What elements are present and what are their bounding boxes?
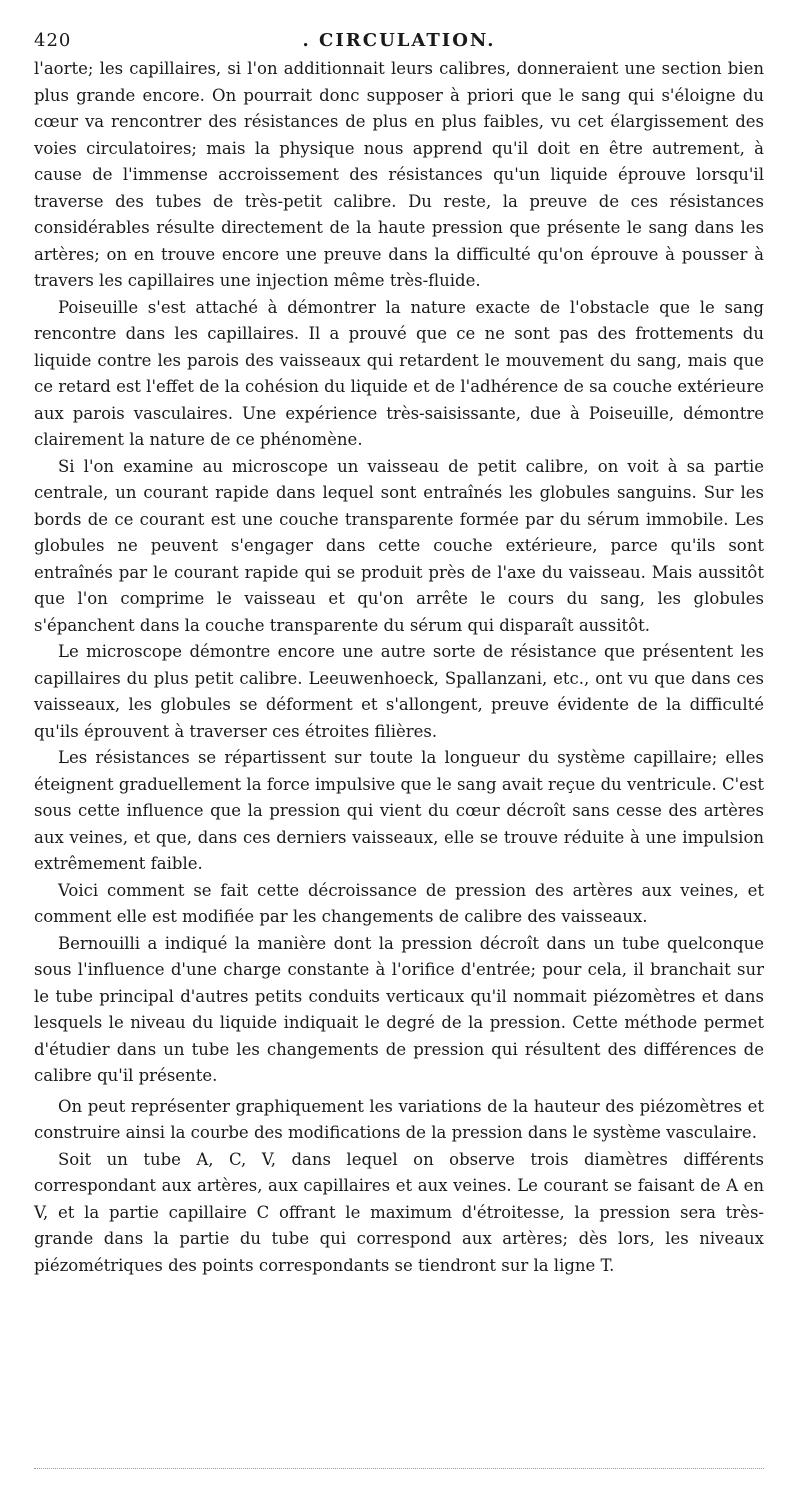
paragraph: Voici comment se fait cette décroissance de pression des artères aux veines, et comment elle est modifiée par les changements de calibre des vaisseaux. bbox=[34, 880, 764, 926]
paragraph: Si l'on examine au microscope un vaisseau de petit calibre, on voit à sa partie centrale, un courant rapide dans lequel sont entraînés les globules sanguins. Sur les bords de ce courant est une couche transparente formée par du sérum immobile. Les globules ne peuvent s'engager dans cette couche extérieure, parce qu'ils sont entraînés par le courant rapide qui se produit près de l'axe du vaisseau. Mais aussitôt que l'on comprime le vaisseau et qu'on arrête le cours du sang, les globules s'épanchent dans la couche transparente du sérum qui disparaît aussitôt. bbox=[34, 456, 764, 635]
paragraph: Poiseuille s'est attaché à démontrer la nature exacte de l'obstacle que le sang rencontre dans les capillaires. Il a prouvé que ce ne sont pas des frottements du liquide contre les parois des vaisseaux qui retardent le mouvement du sang, mais que ce retard est l'effet de la cohésion du liquide et de l'adhérence de sa couche extérieure aux parois vasculaires. Une expérience très-saisissante, due à Poiseuille, démontre clairement la nature de ce phénomène. bbox=[34, 297, 765, 449]
running-title: . CIRCULATION. bbox=[302, 30, 496, 51]
paragraph: On peut représenter graphiquement les variations de la hauteur des piézomètres et construire ainsi la courbe des modifications de la pression dans le système vasculaire. bbox=[34, 1096, 764, 1142]
paragraph: Les résistances se répartissent sur toute la longueur du système capillaire; elles éteignent graduellement la force impulsive que le sang avait reçue du ventricule. C'est sous cette influence que la pression qui vient du cœur décroît sans cesse des artères aux veines, et que, dans ces derniers vaisseaux, elle se trouve réduite à une impulsion extrêmement faible. bbox=[34, 748, 764, 873]
page-number: 420 bbox=[34, 30, 72, 51]
paragraph: Soit un tube A, C, V, dans lequel on observe trois diamètres différents correspondant aux artères, aux capillaires et aux veines. Le courant se faisant de A en V, et la partie capillaire C offrant le maximum d'étroitesse, la pression sera très-grande dans la partie du tube qui correspond aux artères; dès lors, les niveaux piézométriques des points correspondants se tiendront sur la ligne T. bbox=[34, 1149, 764, 1275]
body-text bbox=[34, 56, 764, 1279]
page-header bbox=[34, 30, 764, 56]
paragraph: Le microscope démontre encore une autre sorte de résistance que présentent les capillaires du plus petit calibre. Leeuwenhoeck, Spallanzani, etc., ont vu que dans ces vaisseaux, les globules se déforment et s'allongent, preuve évidente de la difficulté qu'ils éprouvent à traverser ces étroites filières. bbox=[34, 642, 764, 741]
paragraph: l'aorte; les capillaires, si l'on additionnait leurs calibres, donneraient une section bien plus grande encore. On pourrait donc supposer à priori que le sang qui s'éloigne du cœur va rencontrer des résistances de plus en plus faibles, vu cet élargissement des voies circulatoires; mais la physique nous apprend qu'il doit en être autrement, à cause de l'immense accroissement des résistances qu'un liquide éprouve lorsqu'il traverse des tubes de très-petit calibre. Du reste, la preuve de ces résistances considérables résulte directement de la haute pression que présente le sang dans les artères; on en trouve encore une preuve dans la difficulté qu'on éprouve à pousser à travers les capillaires une injection même très-fluide. bbox=[34, 59, 764, 290]
paragraph: Bernouilli a indiqué la manière dont la pression décroît dans un tube quelconque sous l'influence d'une charge constante à l'orifice d'entrée; pour cela, il branchait sur le tube principal d'autres petits conduits verticaux qu'il nommait piézomètres et dans lesquels le niveau du liquide indiquait le degré de la pression. Cette méthode permet d'étudier dans un tube les changements de pression qui résultent des différences de calibre qu'il présente. bbox=[34, 933, 764, 1085]
footer-dotted-rule bbox=[34, 1468, 764, 1469]
book-page bbox=[34, 30, 764, 1279]
